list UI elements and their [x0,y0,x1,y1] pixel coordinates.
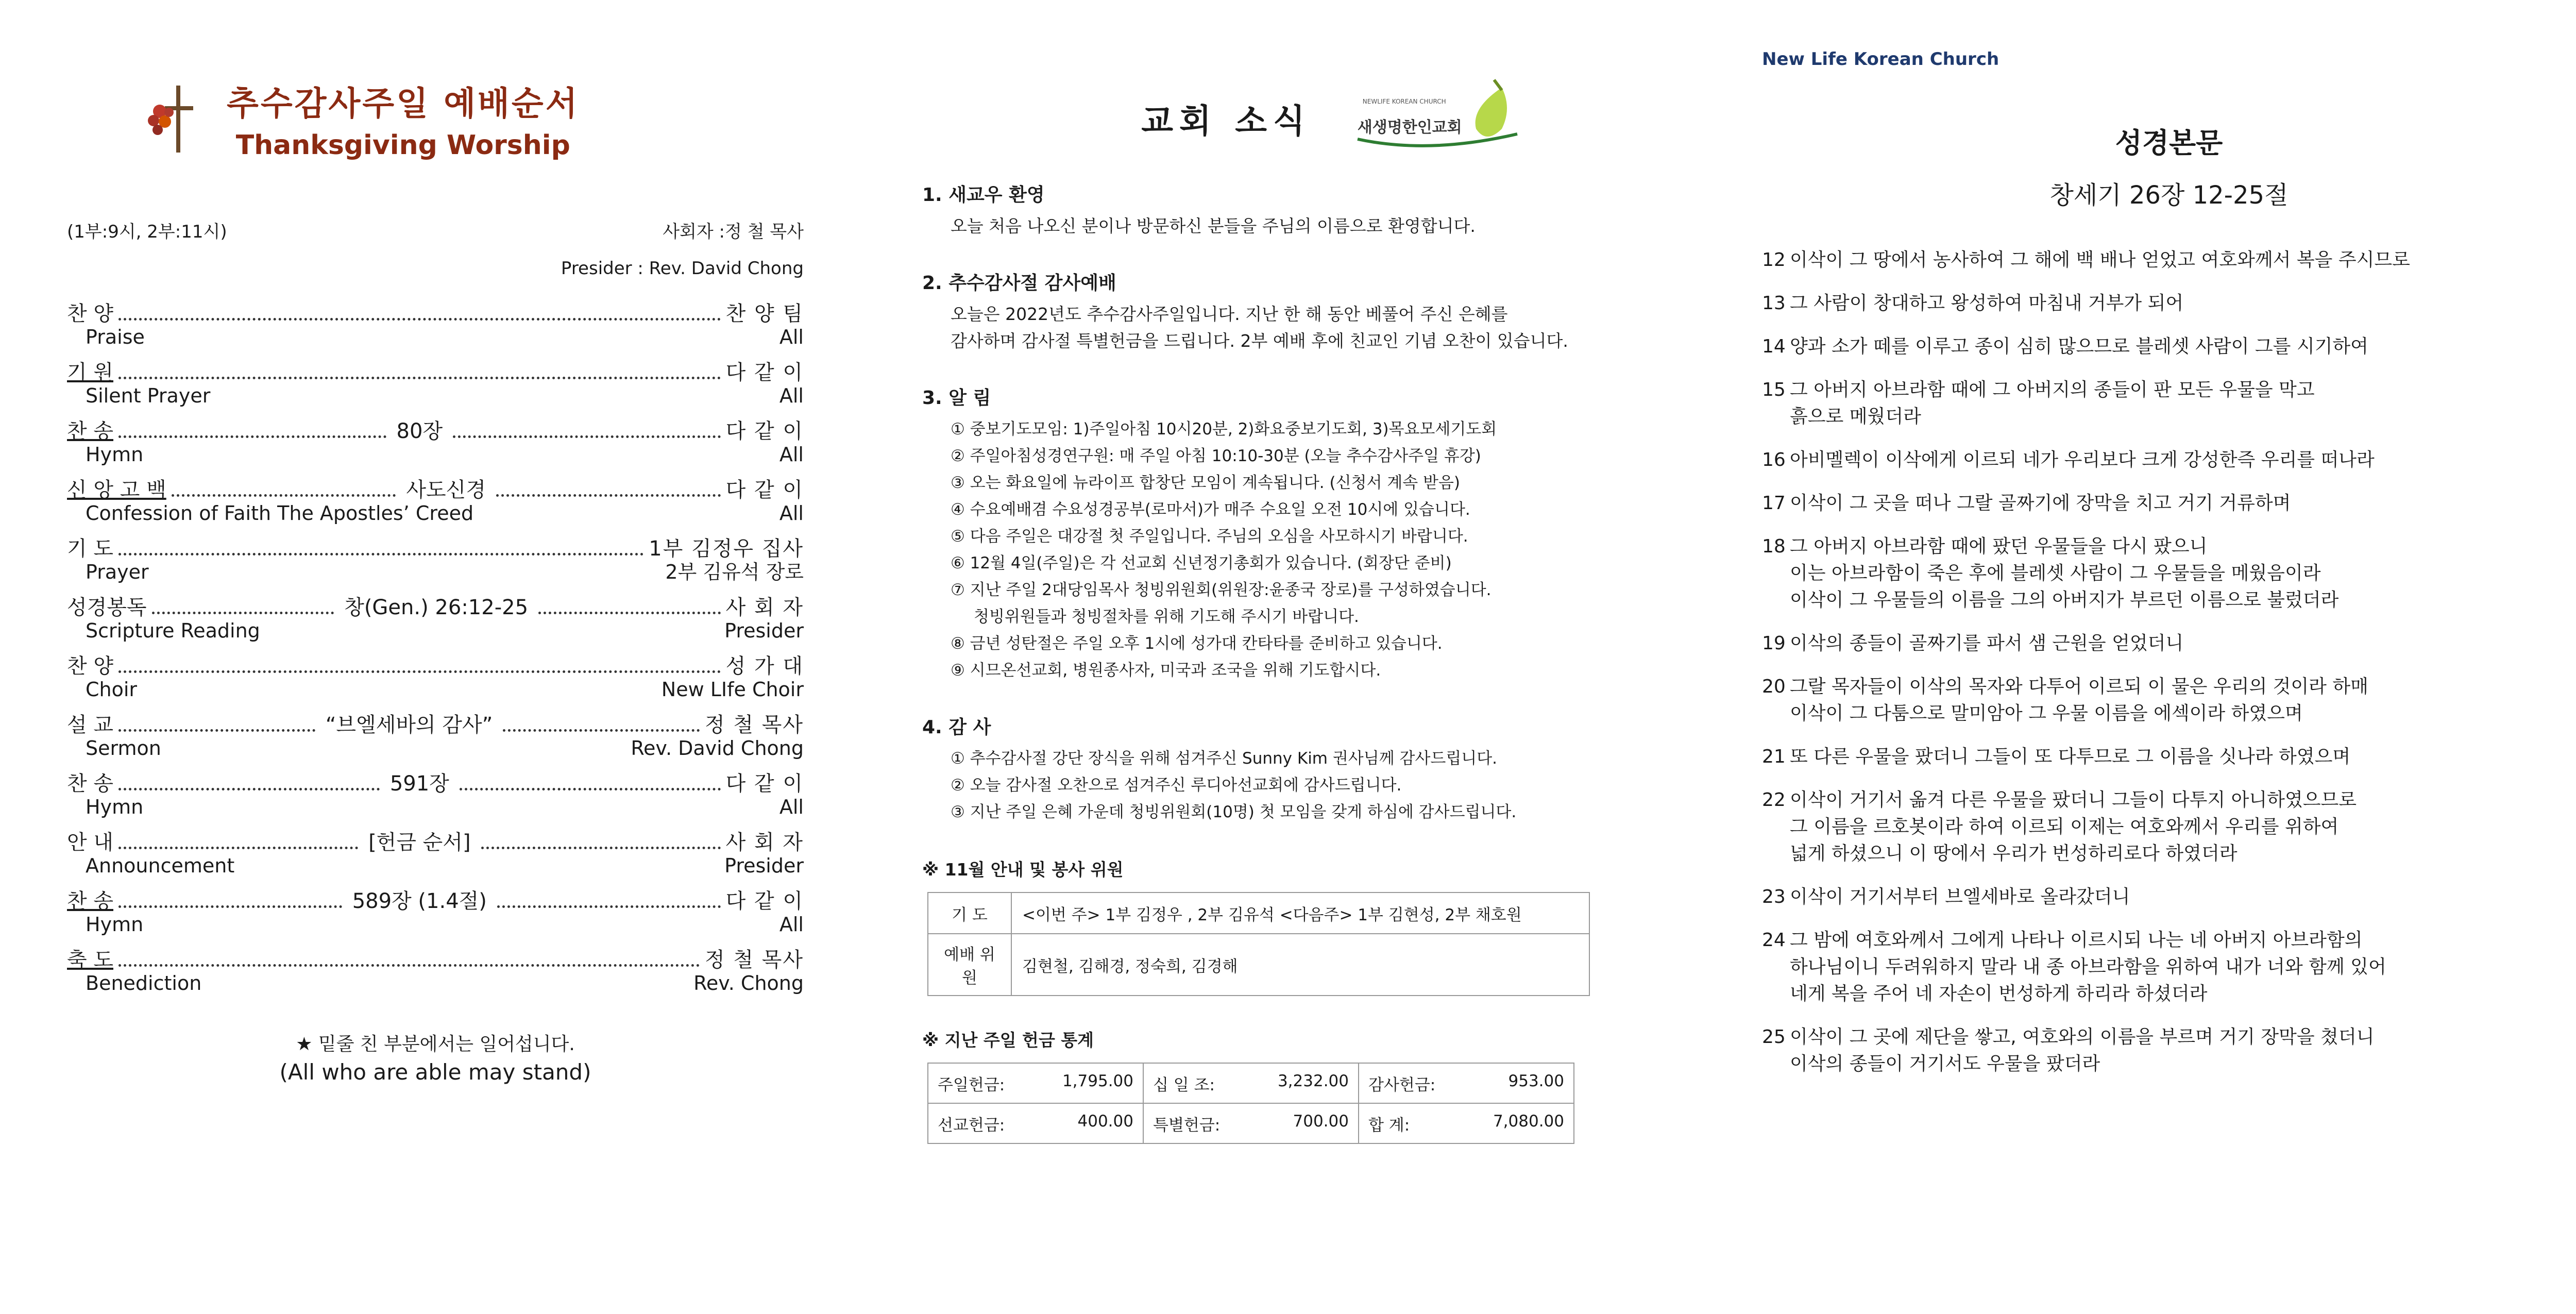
news-section [922,268,1638,355]
verse [1762,247,2488,274]
verse-text: 이삭이 거기서 옮겨 다른 우물을 팠더니 그들이 다투지 아니하였으므로 [1790,789,2357,811]
order-item-leader: 정 철 목사 [705,948,804,972]
presider-en: Presider : Rev. David Chong [561,258,804,279]
order-item-name: 기 원 [67,361,113,384]
dot-leader [118,847,358,849]
offering-amount: 1,795.00 [1062,1071,1133,1090]
verse-number: 21 [1762,746,1786,767]
order-item-leader: 1부 김정우 집사 [649,537,804,561]
verse-number: 12 [1762,249,1786,271]
order-item-name: 성경봉독 [67,596,147,619]
verse [1762,333,2488,360]
verse-text: 이삭이 그 다툼으로 말미암아 그 우물 이름을 에섹이라 하였으며 [1790,703,2303,724]
order-item-english [67,619,804,642]
order-item-english [67,326,804,348]
offering-label: 주일헌금: [938,1075,1005,1094]
thanks-title: 4. 감 사 [922,717,991,738]
order-item-en-leader: All [779,326,804,348]
verse-number: 23 [1762,886,1786,907]
news-section-title: 2. 추수감사절 감사예배 [922,273,1116,294]
verse-line [1762,840,2488,867]
order-item-en-name: Announcement [86,854,235,877]
order-item-english [67,384,804,407]
order-item-en-leader: All [779,796,804,818]
order-item [67,419,804,466]
dot-leader [118,553,643,555]
order-item-english [67,854,804,877]
verse-line [1762,247,2488,274]
offering-label: 특별헌금: [1153,1116,1221,1135]
offering-amount: 7,080.00 [1493,1111,1564,1131]
dot-leader [118,318,721,321]
order-item-english [67,502,804,525]
thanks-section [922,713,1638,826]
order-list [67,302,804,995]
order-item-en-name: Hymn [86,443,144,466]
announcement-item: ② 주일아침성경연구원: 매 주일 아침 10:10-30분 (오늘 추수감사주일 휴강) [951,447,1481,465]
order-item-name: 찬 송 [67,889,113,913]
thanks-item: ② 오늘 감사절 오찬으로 섬겨주신 루디아선교회에 감사드립니다. [951,776,1402,795]
worship-order-panel [0,0,850,1314]
verse-text: 네게 복을 주어 네 자손이 번성하게 하리라 하셨더라 [1790,983,2208,1004]
dot-leader [118,729,315,732]
order-line [67,302,804,326]
order-item-detail: “브엘세바의 감사” [325,713,493,737]
announcement-item: ① 중보기도모임: 1)주일아침 10시20분, 2)화요중보기도회, 3)목요모세기도회 [951,420,1497,439]
order-item-en-leader: All [779,913,804,936]
order-item-english [67,678,804,701]
scripture-panel [1700,0,2550,1314]
verse-text: 그랄 목자들이 이삭의 목자와 다투어 이르되 이 물은 우리의 것이라 하매 [1790,676,2368,697]
offering-table [927,1063,1574,1144]
verse-text: 이삭이 그 곳에 제단을 쌓고, 여호와의 이름을 부르며 거기 장막을 쳤더니 [1790,1026,2375,1048]
verse-text: 또 다른 우물을 팠더니 그들이 또 다투므로 그 이름을 싯나라 하였으며 [1790,746,2351,767]
order-item [67,772,804,818]
verse-line [1762,673,2488,700]
order-line [67,654,804,678]
verse-list [1762,247,2488,1077]
announcements-list [922,416,1638,684]
verse-text: 그 아버지 아브라함 때에 그 아버지의 종들이 판 모든 우물을 막고 [1790,379,2315,400]
verse-number: 13 [1762,293,1786,314]
announcement-item: ⑥ 12월 4일(주일)은 각 선교회 신년정기총회가 있습니다. (회장단 준비) [951,554,1452,572]
news-section-body [922,213,1638,240]
verse-text: 그 아버지 아브라함 때에 팠던 우물들을 다시 팠으니 [1790,536,2208,557]
order-item [67,596,804,642]
order-item-en-leader: Presider [724,619,804,642]
worship-title-block [144,77,804,161]
order-item-name: 기 도 [67,537,113,561]
dot-leader [497,905,721,908]
dot-leader [503,729,700,732]
announcement-item: ⑧ 금년 성탄절은 주일 오후 1시에 성가대 칸타타를 준비하고 있습니다. [951,634,1443,653]
thanks-item: ① 추수감사절 강단 장식을 위해 섬겨주신 Sunny Kim 권사님께 감사드립니다. [951,749,1498,768]
duty-table [927,892,1590,996]
dot-leader [118,964,700,967]
offering-label: 십 일 조: [1153,1075,1215,1094]
order-item-name: 찬 양 [67,302,113,326]
order-item-en-leader: All [779,384,804,407]
verse-line [1762,490,2488,517]
order-line [67,596,804,619]
order-line [67,537,804,561]
order-line [67,831,804,854]
thanks-item: ③ 지난 주일 은혜 가운데 청빙위원회(10명) 첫 모임을 갖게 하심에 감사드립니다. [951,803,1517,821]
order-item-en-name: Silent Prayer [86,384,211,407]
offering-cell [1143,1103,1359,1143]
verse-number: 25 [1762,1026,1786,1048]
verse-line [1762,630,2488,657]
order-line [67,713,804,737]
order-item-leader: 다 같 이 [725,478,804,502]
order-item-en-leader: Rev. Chong [693,972,804,995]
verse [1762,290,2488,317]
verse-text: 이삭이 거기서부터 브엘세바로 올라갔더니 [1790,886,2130,907]
order-item-english [67,443,804,466]
announcements-section [922,383,1638,684]
order-item-detail: 창(Gen.) 26:12-25 [344,596,529,619]
offering-row [928,1063,1574,1103]
verse-text: 그 사람이 창대하고 왕성하여 마침내 거부가 되어 [1790,293,2184,314]
order-item-en-name: Scripture Reading [86,619,260,642]
order-item-leader: 성 가 대 [725,654,804,678]
dot-leader [118,377,721,379]
news-section [922,180,1638,240]
order-item-leader: 사 회 자 [725,596,804,619]
verse [1762,490,2488,517]
order-item-en-leader: Rev. David Chong [631,737,804,760]
order-item-en-name: Sermon [86,737,161,760]
offering-cell [928,1103,1143,1143]
offering-label: 합 계: [1368,1116,1410,1135]
offering-amount: 400.00 [1077,1111,1133,1131]
order-item-english [67,737,804,760]
worship-title-kr: 추수감사주일 예배순서 [227,85,580,123]
service-meta [67,217,804,243]
offering-cell [928,1063,1143,1103]
order-item-leader: 찬 양 팀 [725,302,804,326]
order-item-name: 축 도 [67,948,113,972]
dot-leader [496,494,721,497]
order-item-en-name: Prayer [86,561,149,583]
verse-text: 아비멜렉이 이삭에게 이르되 네가 우리보다 크게 강성한즉 우리를 떠나라 [1790,449,2375,470]
news-header [1025,77,1638,160]
verse-line [1762,560,2488,587]
news-line: 오늘은 2022년도 추수감사주일입니다. 지난 한 해 동안 베풀어 주신 은혜를 [951,304,1508,324]
offering-cell [1359,1103,1574,1143]
order-item [67,831,804,877]
verse-line [1762,954,2488,981]
news-section-body [922,301,1638,355]
verse-line [1762,403,2488,430]
news-line: 오늘 처음 나오신 분이나 방문하신 분들을 주님의 이름으로 환영합니다. [951,216,1476,236]
verse-line [1762,981,2488,1007]
order-item-name: 신 앙 고 백 [67,478,166,502]
church-logo [1347,77,1522,160]
news-line: 감사하며 감사절 특별헌금을 드립니다. 2부 예배 후에 친교인 기념 오찬이 있습니다. [951,331,1568,351]
stand-note [67,1031,804,1086]
dot-leader [481,847,721,849]
order-item-detail: 591장 [389,772,449,796]
order-item-detail: 589장 (1.4절) [352,889,487,913]
order-item-detail: 사도신경 [406,478,486,502]
order-item-leader: 다 같 이 [725,889,804,913]
dot-leader [118,435,386,438]
verse-text: 그 밤에 여호와께서 그에게 나타나 이르시되 나는 네 아버지 아브라함의 [1790,930,2363,951]
verse-line [1762,1051,2488,1077]
order-item-name: 설 교 [67,713,113,737]
order-item-en-name: Hymn [86,913,144,936]
dot-leader [453,435,721,438]
announcement-item: ⑦ 지난 주일 2대당임목사 청빙위원회(위원장:윤종국 장로)를 구성하였습니다. [951,581,1492,599]
order-item [67,889,804,936]
order-item-english [67,913,804,936]
order-item-english [67,796,804,818]
order-item-leader: 다 같 이 [725,419,804,443]
duty-row [928,892,1589,934]
verse-line [1762,587,2488,614]
dot-leader [118,788,380,790]
verse-text: 흙으로 메웠더라 [1790,406,1921,427]
offering-row [928,1103,1574,1143]
thanks-list [922,745,1638,826]
scripture-reference: 창세기 26장 12-25절 [2049,181,2289,210]
verse-number: 16 [1762,449,1786,470]
news-section-title: 1. 새교우 환영 [922,184,1045,206]
verse-text: 이삭이 그 곳을 떠나 그랄 골짜기에 장막을 치고 거기 거류하며 [1790,493,2291,514]
service-times: (1부:9시, 2부:11시) [67,222,227,242]
news-sections [922,180,1638,355]
duty-label: 예배 위원 [928,934,1011,996]
order-item [67,948,804,995]
order-item [67,478,804,525]
scripture-title: 성경본문 [2115,127,2223,159]
order-item-en-leader: New LIfe Choir [661,678,804,701]
order-item-english [67,972,804,995]
verse-line [1762,290,2488,317]
duty-row [928,934,1589,996]
verse-text: 이삭이 그 우물들의 이름을 그의 아버지가 부르던 이름으로 불렀더라 [1790,589,2339,611]
offering-amount: 700.00 [1293,1111,1349,1131]
verse-number: 18 [1762,536,1786,557]
verse-line [1762,377,2488,403]
logo-small-text: NEWLIFE KOREAN CHURCH [1362,98,1446,105]
verse-number: 14 [1762,336,1786,357]
verse-text: 넓게 하셨으니 이 땅에서 우리가 번성하리로다 하였더라 [1790,843,2238,864]
order-item-leader: 다 같 이 [725,361,804,384]
order-item-name: 찬 양 [67,654,113,678]
verse [1762,630,2488,657]
news-title: 교회 소식 [1141,103,1311,141]
announcement-item: ④ 수요예배겸 수요성경공부(로마서)가 매주 수요일 오전 10시에 있습니다. [951,500,1470,519]
offering-label: 선교헌금: [938,1116,1005,1135]
order-item-en-name: Choir [86,678,138,701]
offering-cell [1359,1063,1574,1103]
verse [1762,533,2488,614]
order-item-en-name: Confession of Faith The Apostles’ Creed [86,502,474,525]
verse [1762,673,2488,727]
dot-leader [538,612,721,614]
dot-leader [172,494,396,497]
verse [1762,927,2488,1007]
announcements-title: 3. 알 림 [922,388,991,409]
verse-line [1762,814,2488,840]
verse [1762,884,2488,911]
order-line [67,889,804,913]
order-item-name: 찬 송 [67,419,113,443]
duty-value: 김현철, 김해경, 정숙희, 김경해 [1011,934,1589,996]
order-item [67,537,804,583]
verse-line [1762,700,2488,727]
verse [1762,447,2488,474]
announcement-item: ③ 오는 화요일에 뉴라이프 합창단 모임이 계속됩니다. (신청서 계속 받음) [951,474,1461,492]
order-item [67,302,804,348]
stand-note-en: (All who are able may stand) [279,1059,591,1085]
verse-number: 15 [1762,379,1786,400]
order-item-en-name: Benediction [86,972,202,995]
offering-amount: 953.00 [1508,1071,1564,1090]
announcement-item: ⑤ 다음 주일은 대강절 첫 주일입니다. 주님의 오심을 사모하시기 바랍니다. [951,527,1468,546]
church-news-panel [850,0,1700,1314]
offering-amount: 3,232.00 [1277,1071,1349,1090]
announcement-item: 청빙위원들과 청빙절차를 위해 기도해 주시기 바랍니다. [974,608,1359,626]
offering-title: ※ 지난 주일 헌금 통계 [922,1030,1094,1050]
announcement-item: ⑨ 시므온선교회, 병원종사자, 미국과 조국을 위해 기도합시다. [951,661,1381,680]
verse-line [1762,1024,2488,1051]
verse-line [1762,884,2488,911]
verse-line [1762,927,2488,954]
order-item [67,361,804,407]
order-item-leader: 다 같 이 [725,772,804,796]
order-item-en-name: Hymn [86,796,144,818]
dot-leader [118,905,342,908]
host-name: 사회자 :정 철 목사 [663,222,804,242]
order-item-detail: 80장 [396,419,443,443]
verse-number: 22 [1762,789,1786,811]
order-item-english [67,561,804,583]
order-line [67,419,804,443]
verse-text: 이삭의 종들이 골짜기를 파서 샘 근원을 얻었더니 [1790,633,2184,654]
order-line [67,948,804,972]
verse [1762,787,2488,867]
verse-number: 17 [1762,493,1786,514]
offering-cell [1143,1063,1359,1103]
verse-number: 24 [1762,930,1786,951]
stand-note-kr: ★ 밑줄 친 부분에서는 일어섭니다. [296,1034,575,1055]
verse [1762,1024,2488,1077]
order-item-leader: 정 철 목사 [705,713,804,737]
order-item-en-leader: 2부 김유석 장로 [665,561,804,583]
dot-leader [118,670,721,673]
order-line [67,772,804,796]
verse-line [1762,533,2488,560]
order-item-en-leader: All [779,502,804,525]
order-item [67,713,804,760]
order-item-leader: 사 회 자 [725,831,804,854]
duty-label: 기 도 [928,892,1011,934]
logo-text: 새생명한인교회 [1357,119,1462,137]
verse-line [1762,744,2488,770]
dot-leader [152,612,334,614]
verse-number: 20 [1762,676,1786,697]
cross-leaf-icon [144,80,206,158]
order-line [67,361,804,384]
verse [1762,744,2488,770]
verse-line [1762,333,2488,360]
verse-text: 그 이름을 르호봇이라 하여 이르되 이제는 여호와께서 우리를 위하여 [1790,816,2339,837]
order-item-en-leader: Presider [724,854,804,877]
duty-value: <이번 주> 1부 김정우 , 2부 김유석 <다음주> 1부 김현성, 2부 채호원 [1011,892,1589,934]
verse-text: 이는 아브라함이 죽은 후에 블레셋 사람이 그 우물들을 메웠음이라 [1790,563,2321,584]
duty-title: ※ 11월 안내 및 봉사 위원 [922,860,1124,880]
worship-title-en: Thanksgiving Worship [235,130,570,161]
verse-line [1762,787,2488,814]
offering-label: 감사헌금: [1368,1075,1436,1094]
verse-number: 19 [1762,633,1786,654]
order-item-en-leader: All [779,443,804,466]
verse-text: 양과 소가 떼를 이루고 종이 심히 많으므로 블레셋 사람이 그를 시기하여 [1790,336,2368,357]
order-item-en-name: Praise [86,326,145,348]
church-name-header: New Life Korean Church [1762,49,1999,70]
order-item [67,654,804,701]
order-item-detail: [헌금 순서] [368,831,471,854]
verse [1762,377,2488,430]
dot-leader [460,788,721,790]
verse-text: 이삭의 종들이 거기서도 우물을 팠더라 [1790,1053,2100,1074]
order-line [67,478,804,502]
verse-line [1762,447,2488,474]
order-item-name: 안 내 [67,831,113,854]
order-item-name: 찬 송 [67,772,113,796]
verse-text: 하나님이니 두려워하지 말라 내 종 아브라함을 위하여 내가 너와 함께 있어 [1790,956,2386,978]
verse-text: 이삭이 그 땅에서 농사하여 그 해에 백 배나 얻었고 여호와께서 복을 주시므로 [1790,249,2410,271]
